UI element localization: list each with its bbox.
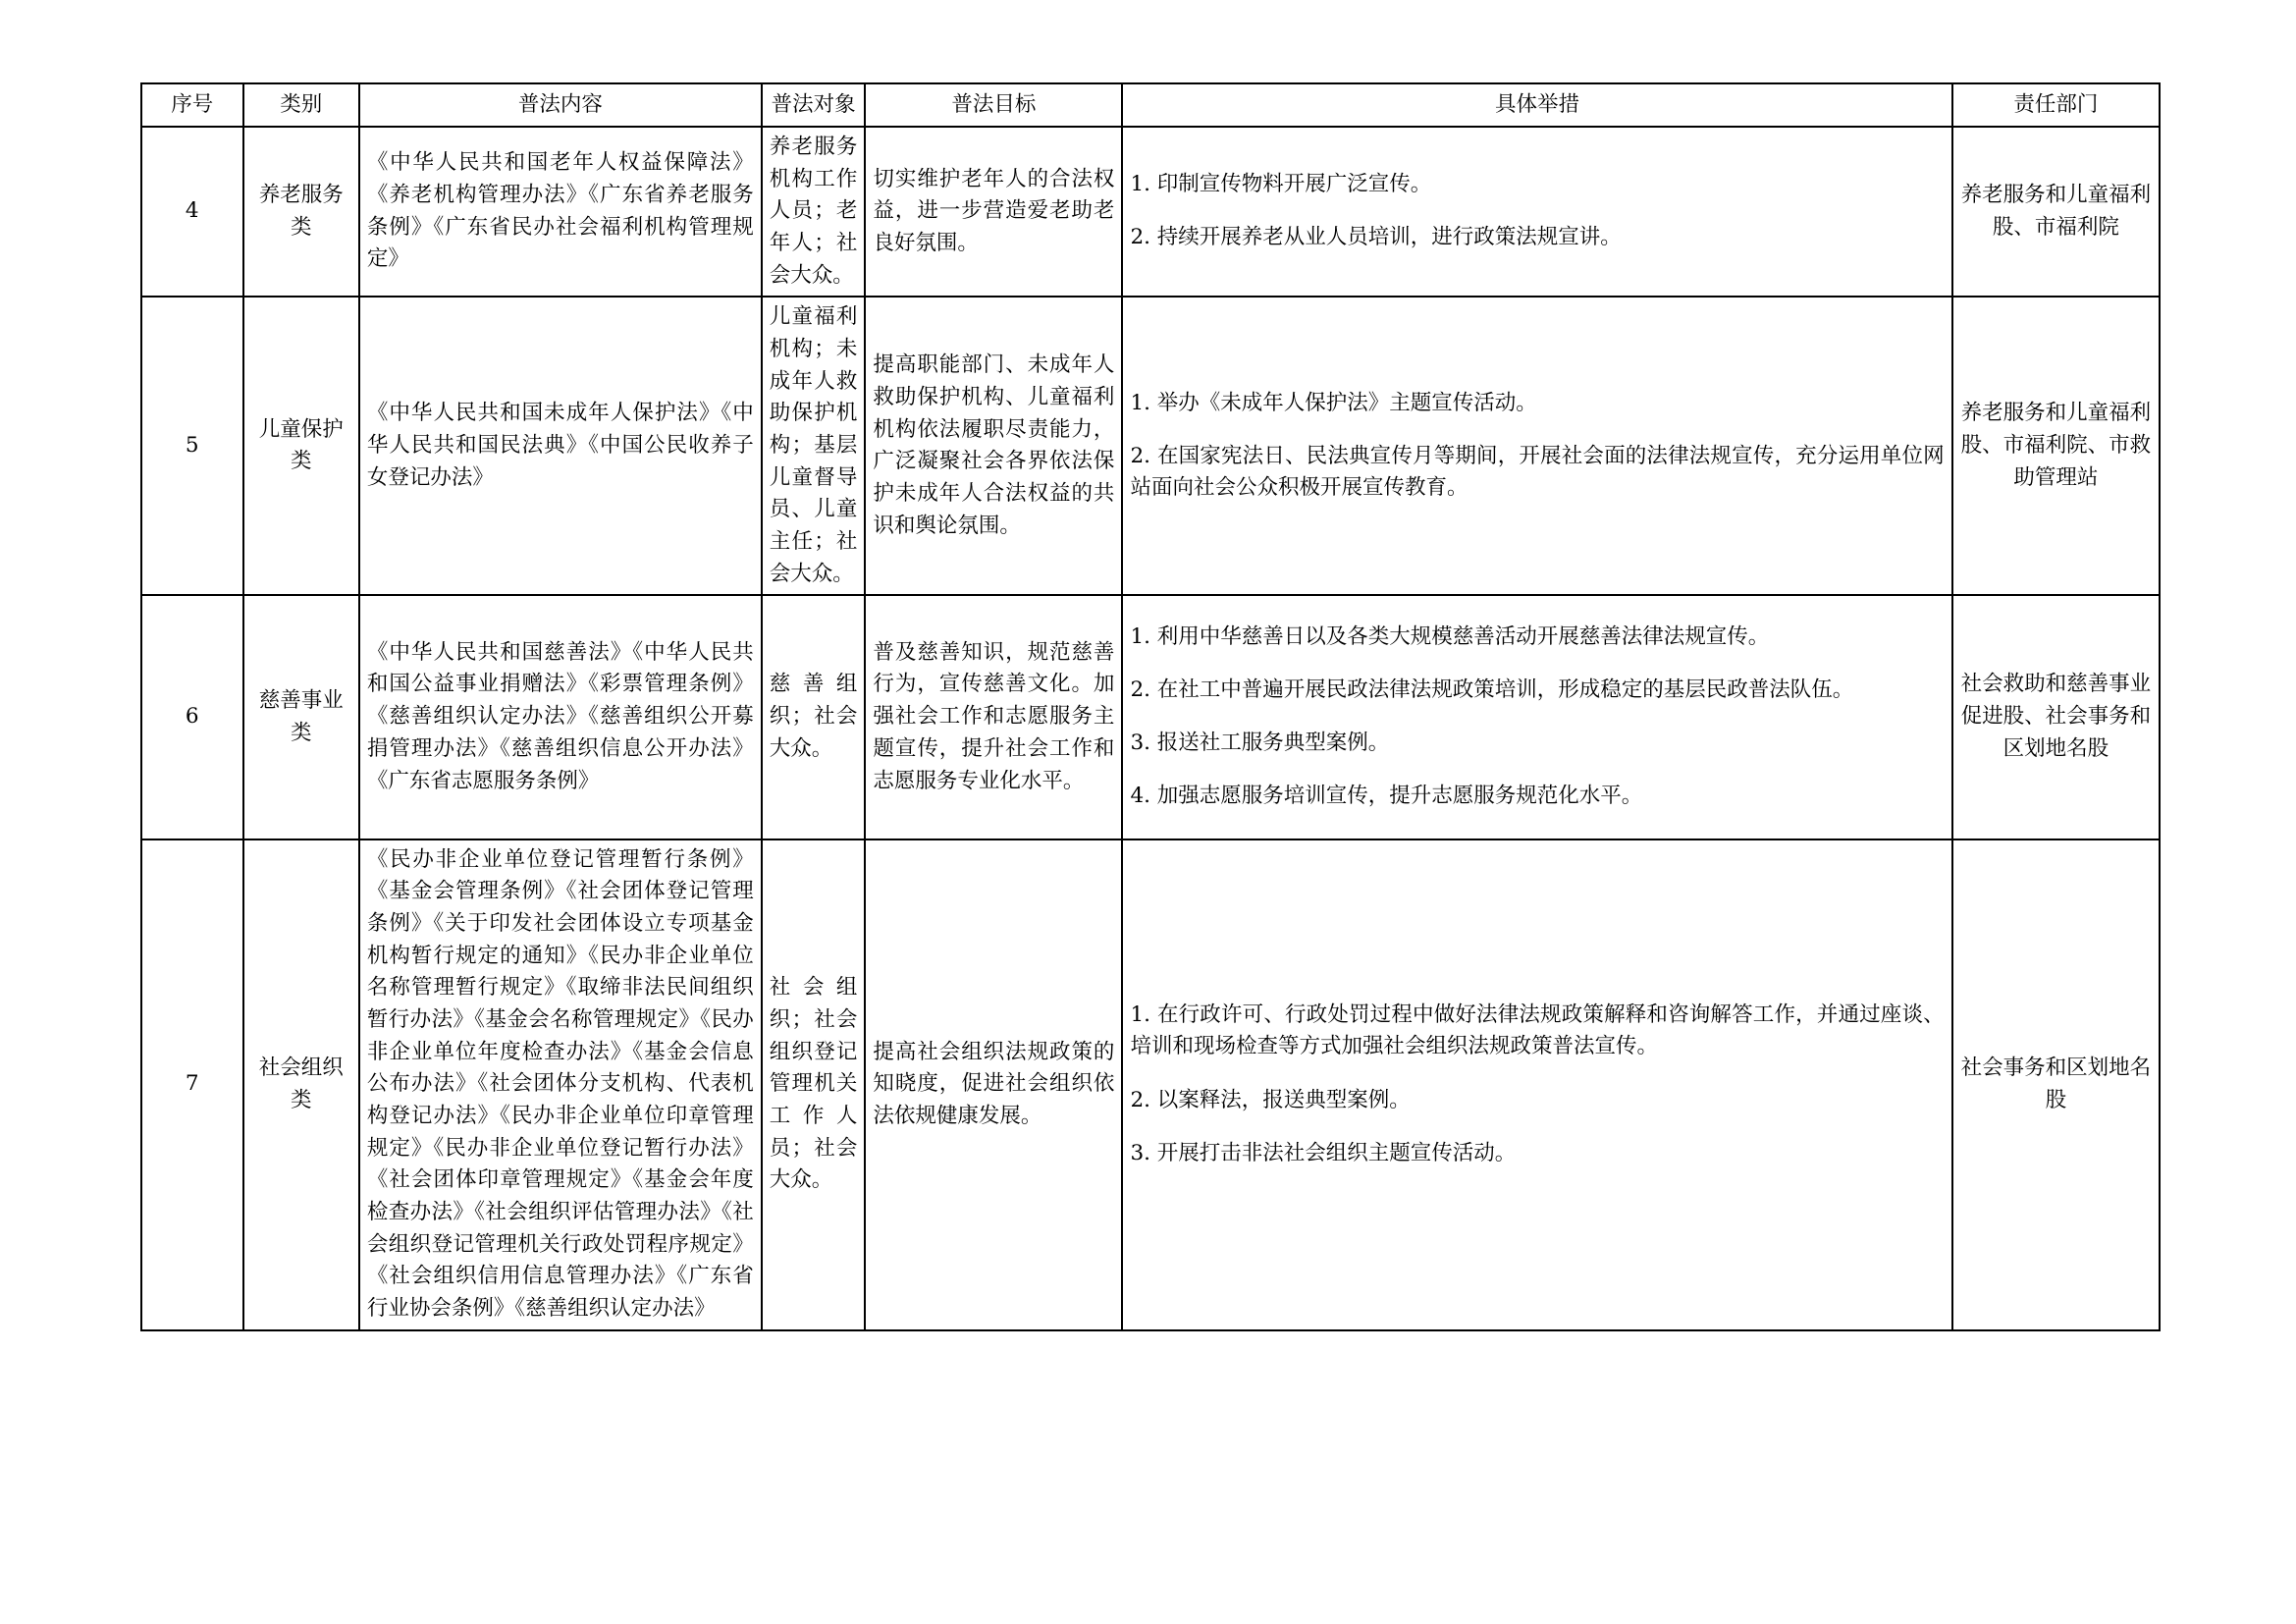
table-body: [141, 127, 2160, 1330]
table-row: [141, 127, 2160, 297]
header-row: [141, 83, 2160, 127]
cell-goal: 普及慈善知识，规范慈善行为，宣传慈善文化。加强社会工作和志愿服务主题宣传，提升社会工作和志愿服务专业化水平。: [865, 595, 1122, 839]
cell-target: 慈善组织；社会大众。: [762, 595, 866, 839]
cell-goal: 切实维护老年人的合法权益，进一步营造爱老助老良好氛围。: [865, 127, 1122, 297]
table-row: [141, 595, 2160, 839]
table-row: [141, 297, 2160, 595]
cell-seq: 5: [141, 297, 243, 595]
cell-seq: 6: [141, 595, 243, 839]
cell-content: 《中华人民共和国老年人权益保障法》《养老机构管理办法》《广东省养老服务条例》《广东省民办社会福利机构管理规定》: [359, 127, 762, 297]
header-cell-target: 普法对象: [762, 83, 866, 127]
cell-content: 《中华人民共和国慈善法》《中华人民共和国公益事业捐赠法》《彩票管理条例》《慈善组织认定办法》《慈善组织公开募捐管理办法》《慈善组织信息公开办法》《广东省志愿服务条例》: [359, 595, 762, 839]
cell-category: 社会组织类: [243, 839, 359, 1330]
cell-measures: 1. 利用中华慈善日以及各类大规模慈善活动开展慈善法律法规宣传。 2. 在社工中普遍开展民政法律法规政策培训，形成稳定的基层民政普法队伍。 3. 报送社工服务典型案例。 4. 加强志愿服务培训宣传，提升志愿服务规范化水平。: [1122, 595, 1951, 839]
cell-content: 《民办非企业单位登记管理暂行条例》《基金会管理条例》《社会团体登记管理条例》《关于印发社会团体设立专项基金机构暂行规定的通知》《民办非企业单位名称管理暂行规定》《取缔非法民间组织暂行办法》《基金会名称管理规定》《民办非企业单位年度检查办法》《基金会信息公布办法》《社会团体分支机构、代表机构登记办法》《民办非企业单位印章管理规定》《民办非企业单位登记暂行办法》《社会团体印章管理规定》《基金会年度检查办法》《社会组织评估管理办法》《社会组织登记管理机关行政处罚程序规定》《社会组织信用信息管理办法》《广东省行业协会条例》《慈善组织认定办法》: [359, 839, 762, 1330]
cell-department: 养老服务和儿童福利股、市福利院: [1952, 127, 2160, 297]
cell-department: 社会救助和慈善事业促进股、社会事务和区划地名股: [1952, 595, 2160, 839]
cell-seq: 7: [141, 839, 243, 1330]
cell-category: 慈善事业类: [243, 595, 359, 839]
cell-target: 社会组织；社会组织登记管理机关工作人员；社会大众。: [762, 839, 866, 1330]
header-cell-content: 普法内容: [359, 83, 762, 127]
header-cell-measures: 具体举措: [1122, 83, 1951, 127]
table-row: [141, 839, 2160, 1330]
header-cell-seq: 序号: [141, 83, 243, 127]
cell-measures: 1. 印制宣传物料开展广泛宣传。 2. 持续开展养老从业人员培训，进行政策法规宣讲。: [1122, 127, 1951, 297]
cell-department: 社会事务和区划地名股: [1952, 839, 2160, 1330]
header-cell-goal: 普法目标: [865, 83, 1122, 127]
header-cell-category: 类别: [243, 83, 359, 127]
cell-goal: 提高职能部门、未成年人救助保护机构、儿童福利机构依法履职尽责能力，广泛凝聚社会各界依法保护未成年人合法权益的共识和舆论氛围。: [865, 297, 1122, 595]
table-header: [141, 83, 2160, 127]
cell-department: 养老服务和儿童福利股、市福利院、市救助管理站: [1952, 297, 2160, 595]
cell-measures: 1. 举办《未成年人保护法》主题宣传活动。 2. 在国家宪法日、民法典宣传月等期间，开展社会面的法律法规宣传，充分运用单位网站面向社会公众积极开展宣传教育。: [1122, 297, 1951, 595]
cell-category: 养老服务类: [243, 127, 359, 297]
cell-content: 《中华人民共和国未成年人保护法》《中华人民共和国民法典》《中国公民收养子女登记办法》: [359, 297, 762, 595]
cell-category: 儿童保护类: [243, 297, 359, 595]
cell-target: 儿童福利机构；未成年人救助保护机构；基层儿童督导员、儿童主任；社会大众。: [762, 297, 866, 595]
legal-education-plan-table: [140, 82, 2161, 1331]
cell-measures: 1. 在行政许可、行政处罚过程中做好法律法规政策解释和咨询解答工作，并通过座谈、培训和现场检查等方式加强社会组织法规政策普法宣传。 2. 以案释法，报送典型案例。 3. 开展打击非法社会组织主题宣传活动。: [1122, 839, 1951, 1330]
cell-target: 养老服务机构工作人员；老年人；社会大众。: [762, 127, 866, 297]
header-cell-department: 责任部门: [1952, 83, 2160, 127]
cell-seq: 4: [141, 127, 243, 297]
cell-goal: 提高社会组织法规政策的知晓度，促进社会组织依法依规健康发展。: [865, 839, 1122, 1330]
